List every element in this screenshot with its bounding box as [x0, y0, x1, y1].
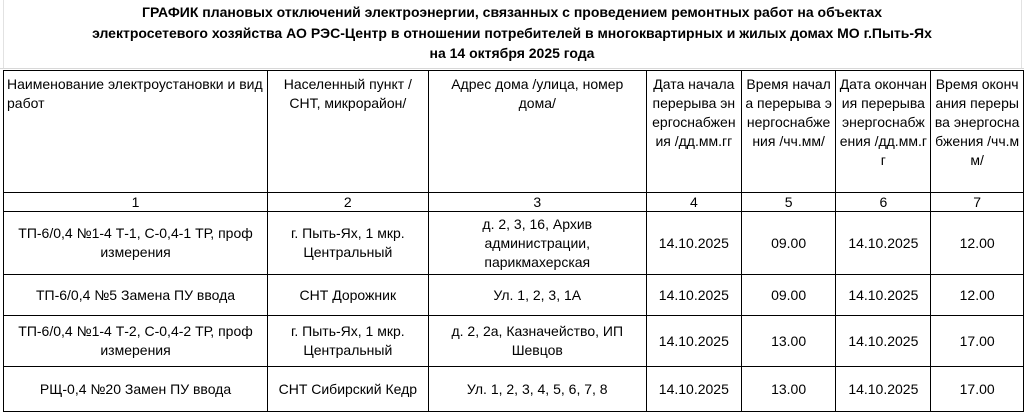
column-number: 5: [741, 193, 836, 212]
title-line-2: электросетевого хозяйства АО РЭС-Центр в отношении потребителей в многоквартирных и жилых домах МО г.Пыть-Ях: [92, 25, 932, 41]
column-number: 1: [4, 193, 268, 212]
outage-schedule-table: [3, 70, 1024, 412]
cell-start-date: 14.10.2025: [646, 316, 741, 367]
cell-end-date: 14.10.2025: [836, 367, 931, 412]
cell-start-time: 13.00: [741, 367, 836, 412]
cell-end-time: 17.00: [931, 316, 1024, 367]
column-number: 2: [268, 193, 429, 212]
column-number-row: [4, 193, 1024, 212]
cell-locality: СНТ Сибирский Кедр: [268, 367, 429, 412]
header-end-time: Время окончания перерыва энергоснабжения /чч.мм/: [931, 71, 1024, 193]
column-number: 6: [836, 193, 931, 212]
cell-installation: ТП-6/0,4 №1-4 Т-1, С-0,4-1 ТР, проф измерения: [4, 212, 268, 275]
cell-locality: СНТ Дорожник: [268, 275, 429, 316]
cell-address: Ул. 1, 2, 3, 1А: [428, 275, 646, 316]
header-end-date: Дата окончания перерыва энергоснабжения /дд.мм.гг: [836, 71, 931, 193]
column-number: 4: [646, 193, 741, 212]
cell-start-date: 14.10.2025: [646, 212, 741, 275]
cell-end-date: 14.10.2025: [836, 275, 931, 316]
header-installation: Наименование электроустановки и вид работ: [4, 71, 268, 193]
cell-installation: РЩ-0,4 №20 Замен ПУ ввода: [4, 367, 268, 412]
cell-end-date: 14.10.2025: [836, 212, 931, 275]
table-row: [4, 316, 1024, 367]
cell-start-date: 14.10.2025: [646, 367, 741, 412]
cell-end-time: 12.00: [931, 212, 1024, 275]
title-line-1: ГРАФИК плановых отключений электроэнергии, связанных с проведением ремонтных работ на объектах: [142, 4, 882, 20]
table-row: [4, 275, 1024, 316]
cell-locality: г. Пыть-Ях, 1 мкр. Центральный: [268, 316, 429, 367]
column-number: 3: [428, 193, 646, 212]
cell-address: Ул. 1, 2, 3, 4, 5, 6, 7, 8: [428, 367, 646, 412]
cell-start-date: 14.10.2025: [646, 275, 741, 316]
cell-start-time: 13.00: [741, 316, 836, 367]
cell-locality: г. Пыть-Ях, 1 мкр. Центральный: [268, 212, 429, 275]
cell-end-time: 12.00: [931, 275, 1024, 316]
table-row: [4, 212, 1024, 275]
cell-end-time: 17.00: [931, 367, 1024, 412]
header-start-date: Дата начала перерыва энергоснабжения /дд.мм.гг: [646, 71, 741, 193]
title-line-3: на 14 октября 2025 года: [429, 45, 595, 61]
cell-start-time: 09.00: [741, 212, 836, 275]
header-address: Адрес дома /улица, номер дома/: [428, 71, 646, 193]
cell-installation: ТП-6/0,4 №5 Замена ПУ ввода: [4, 275, 268, 316]
cell-end-date: 14.10.2025: [836, 316, 931, 367]
document-title: [0, 0, 1024, 69]
cell-installation: ТП-6/0,4 №1-4 Т-2, С-0,4-2 ТР, проф измерения: [4, 316, 268, 367]
cell-address: д. 2, 3, 16, Архив администрации, парикмахерская: [428, 212, 646, 275]
column-number: 7: [931, 193, 1024, 212]
cell-start-time: 09.00: [741, 275, 836, 316]
table-row: [4, 367, 1024, 412]
cell-address: д. 2, 2а, Казначейство, ИП Шевцов: [428, 316, 646, 367]
header-locality: Населенный пункт /СНТ, микрорайон/: [268, 71, 429, 193]
header-row: [4, 71, 1024, 193]
header-start-time: Время начала перерыва энергоснабжения /чч.мм/: [741, 71, 836, 193]
